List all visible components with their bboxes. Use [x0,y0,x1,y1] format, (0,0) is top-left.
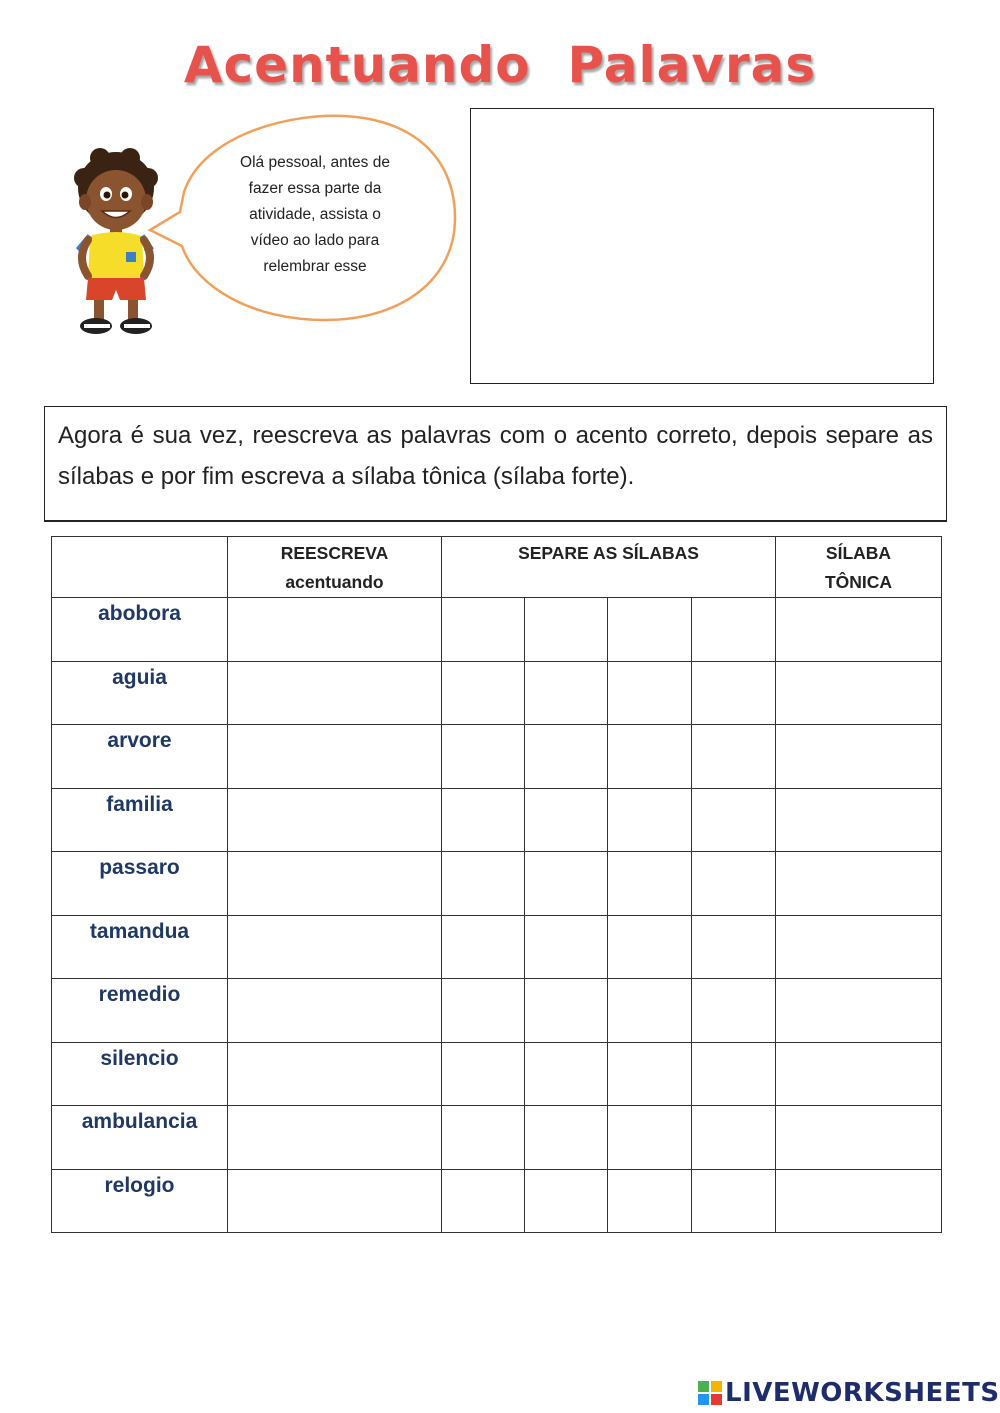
watermark-text: LIVEWORKSHEETS [725,1378,1000,1408]
tonic-syllable-cell[interactable] [776,915,942,979]
syllable-4-cell[interactable] [692,852,776,916]
syllable-3-cell[interactable] [608,979,692,1043]
tonic-syllable-cell[interactable] [776,788,942,852]
syllable-4-cell[interactable] [692,1106,776,1170]
syllable-2-cell[interactable] [525,1106,608,1170]
word-cell: arvore [52,725,228,789]
word-cell: passaro [52,852,228,916]
word-cell: ambulancia [52,1106,228,1170]
word-cell: tamandua [52,915,228,979]
syllable-1-cell[interactable] [442,979,525,1043]
syllable-4-cell[interactable] [692,1042,776,1106]
tonic-syllable-cell[interactable] [776,725,942,789]
table-row [52,1106,942,1170]
syllable-4-cell[interactable] [692,788,776,852]
liveworksheets-watermark [697,1377,1000,1409]
syllable-3-cell[interactable] [608,852,692,916]
syllable-2-cell[interactable] [525,852,608,916]
header-rewrite-line1: REESCREVA [280,543,389,563]
syllable-3-cell[interactable] [608,1106,692,1170]
rewrite-answer-cell[interactable] [228,915,442,979]
table-row [52,1042,942,1106]
tonic-syllable-cell[interactable] [776,852,942,916]
tonic-syllable-cell[interactable] [776,1169,942,1233]
table-row [52,915,942,979]
word-cell: relogio [52,1169,228,1233]
tonic-syllable-cell[interactable] [776,1042,942,1106]
rewrite-answer-cell[interactable] [228,661,442,725]
syllable-1-cell[interactable] [442,1106,525,1170]
liveworksheets-logo-icon [697,1380,723,1406]
syllable-1-cell[interactable] [442,915,525,979]
header-row [52,537,942,598]
rewrite-answer-cell[interactable] [228,725,442,789]
tonic-syllable-cell[interactable] [776,598,942,662]
rewrite-answer-cell[interactable] [228,852,442,916]
header-tonic-line1: SÍLABA [825,543,892,563]
syllable-3-cell[interactable] [608,661,692,725]
video-placeholder[interactable] [470,108,934,384]
syllable-3-cell[interactable] [608,1042,692,1106]
word-cell: aguia [52,661,228,725]
syllable-4-cell[interactable] [692,979,776,1043]
syllable-2-cell[interactable] [525,661,608,725]
syllable-2-cell[interactable] [525,598,608,662]
syllable-1-cell[interactable] [442,852,525,916]
rewrite-answer-cell[interactable] [228,1042,442,1106]
syllable-2-cell[interactable] [525,915,608,979]
header-empty [52,537,228,598]
tonic-syllable-cell[interactable] [776,979,942,1043]
syllable-1-cell[interactable] [442,788,525,852]
header-tonic [776,537,942,598]
rewrite-answer-cell[interactable] [228,1169,442,1233]
word-cell: remedio [52,979,228,1043]
bubble-line: vídeo ao lado para [250,232,380,249]
bubble-line: Olá pessoal, antes de [240,154,390,171]
rewrite-answer-cell[interactable] [228,979,442,1043]
rewrite-answer-cell[interactable] [228,1106,442,1170]
table-row [52,661,942,725]
syllable-3-cell[interactable] [608,598,692,662]
table-row [52,725,942,789]
syllable-3-cell[interactable] [608,1169,692,1233]
header-rewrite [228,537,442,598]
syllable-4-cell[interactable] [692,598,776,662]
page-title: Acentuando Palavras [183,36,817,94]
table-row [52,788,942,852]
syllable-2-cell[interactable] [525,725,608,789]
syllable-1-cell[interactable] [442,598,525,662]
syllable-4-cell[interactable] [692,1169,776,1233]
syllable-1-cell[interactable] [442,1042,525,1106]
speech-bubble-text [220,150,410,280]
syllable-4-cell[interactable] [692,661,776,725]
word-cell: silencio [52,1042,228,1106]
header-syllables: SEPARE AS SÍLABAS [442,537,776,598]
syllable-3-cell[interactable] [608,725,692,789]
table-row [52,598,942,662]
header-tonic-line2: TÔNICA [824,572,893,592]
syllable-1-cell[interactable] [442,1169,525,1233]
syllable-2-cell[interactable] [525,1169,608,1233]
word-cell: abobora [52,598,228,662]
syllable-2-cell[interactable] [525,788,608,852]
table-row [52,1169,942,1233]
instructions-box: Agora é sua vez, reescreva as palavras com o acento correto, depois separe as sílabas e por fim escreva a sílaba tônica (sílaba forte). [44,406,947,522]
bubble-line: atividade, assista o [249,206,381,223]
rewrite-answer-cell[interactable] [228,598,442,662]
word-cell: familia [52,788,228,852]
syllable-table [51,536,942,1233]
bubble-line: relembrar esse [263,258,367,275]
syllable-3-cell[interactable] [608,915,692,979]
syllable-2-cell[interactable] [525,979,608,1043]
syllable-1-cell[interactable] [442,725,525,789]
tonic-syllable-cell[interactable] [776,1106,942,1170]
table-row [52,852,942,916]
syllable-3-cell[interactable] [608,788,692,852]
syllable-2-cell[interactable] [525,1042,608,1106]
header-rewrite-line2: acentuando [285,572,384,592]
tonic-syllable-cell[interactable] [776,661,942,725]
syllable-1-cell[interactable] [442,661,525,725]
rewrite-answer-cell[interactable] [228,788,442,852]
table-row [52,979,942,1043]
syllable-4-cell[interactable] [692,915,776,979]
syllable-4-cell[interactable] [692,725,776,789]
bubble-line: fazer essa parte da [248,180,382,197]
